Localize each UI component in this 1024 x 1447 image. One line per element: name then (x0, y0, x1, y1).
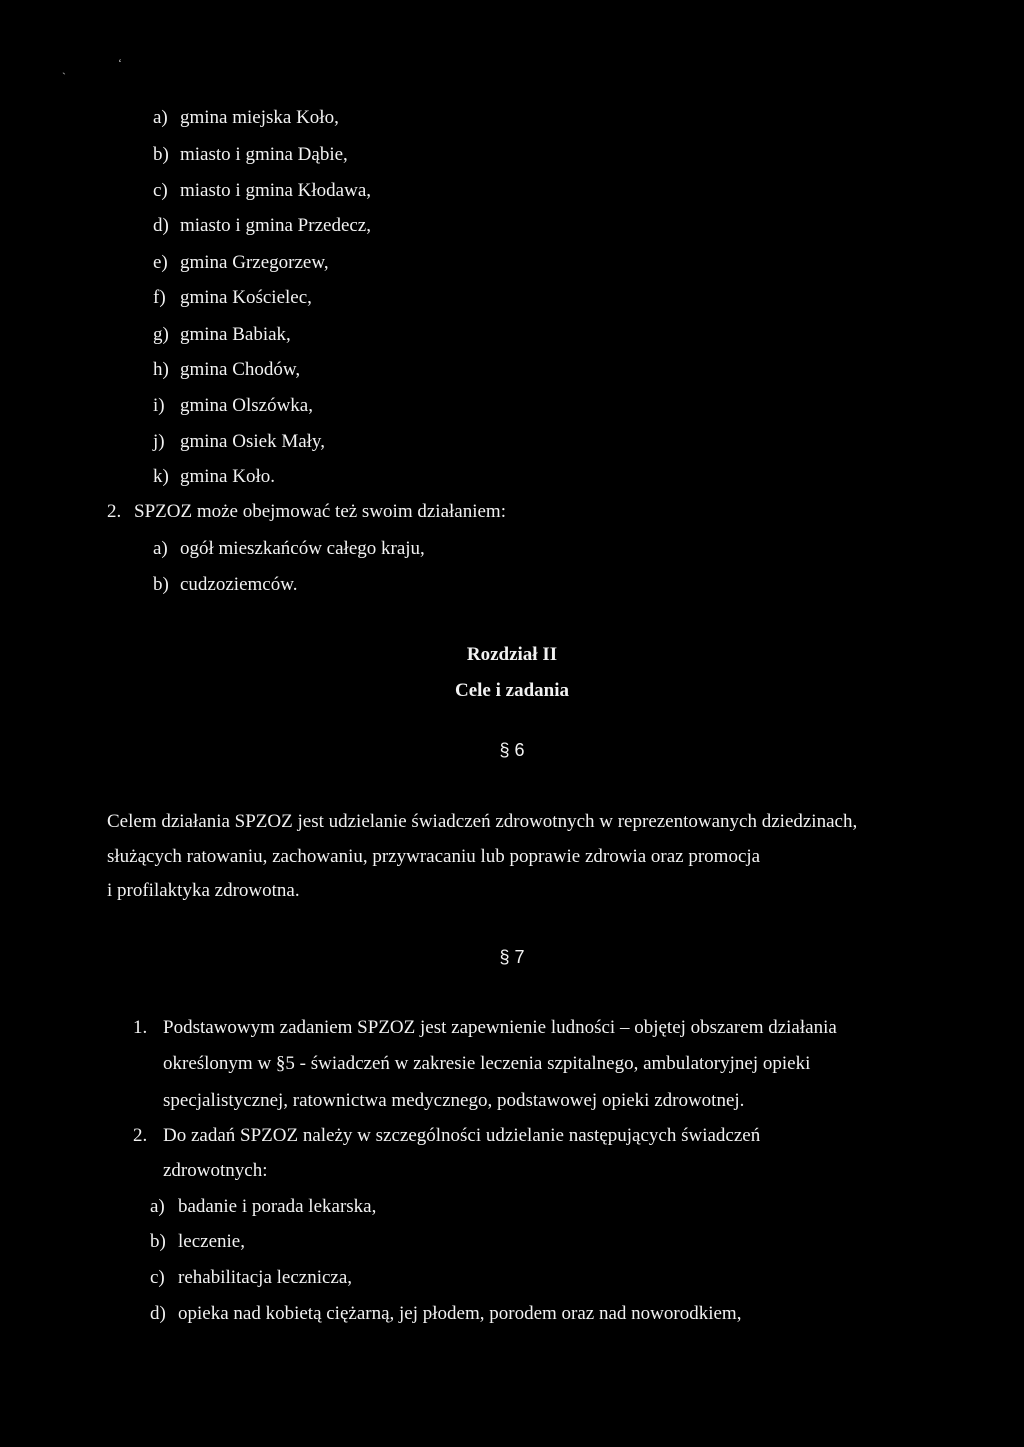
paragraph-line: określonym w §5 - świadczeń w zakresie leczenia szpitalnego, ambulatoryjnej opieki (163, 1053, 811, 1074)
list-item-text: opieka nad kobietą ciężarną, jej płodem, porodem oraz nad noworodkiem, (178, 1303, 742, 1324)
list-item-text: gmina Kościelec, (180, 287, 312, 308)
list-marker: d) (153, 215, 169, 236)
list-item-text: gmina Babiak, (180, 324, 291, 345)
chapter-title: Rozdział II (466, 644, 558, 665)
paragraph-line: specjalistycznej, ratownictwa medycznego, podstawowej opieki zdrowotnej. (163, 1090, 745, 1111)
list-item (153, 573, 297, 597)
list-marker: b) (153, 144, 169, 165)
point-text: Podstawowym zadaniem SPZOZ jest zapewnienie ludności – objętej obszarem działania (163, 1017, 837, 1038)
list-item (150, 1230, 245, 1254)
list-item (150, 1266, 352, 1290)
point-number: 2. (107, 501, 122, 522)
list-item-text: cudzoziemców. (180, 574, 298, 595)
point-number: 2. (133, 1125, 148, 1146)
list-item (153, 465, 275, 489)
list-item (150, 1302, 741, 1326)
list-marker: b) (150, 1231, 166, 1252)
list-marker: h) (153, 359, 169, 380)
list-marker: c) (153, 180, 168, 201)
list-item-text: gmina Olszówka, (180, 395, 313, 416)
list-item-text: badanie i porada lekarska, (178, 1196, 377, 1217)
list-item (153, 251, 329, 275)
scan-speck: ` (62, 70, 66, 84)
list-item (153, 394, 313, 418)
paragraph-line: zdrowotnych: (163, 1160, 268, 1181)
list-item-text: miasto i gmina Dąbie, (180, 144, 348, 165)
list-item (153, 179, 371, 203)
list-item-text: ogół mieszkańców całego kraju, (180, 538, 425, 559)
list-item-text: gmina Osiek Mały, (180, 431, 325, 452)
list-item (153, 323, 291, 347)
list-marker: a) (153, 107, 168, 128)
list-item (153, 214, 371, 238)
list-item-text: gmina Grzegorzew, (180, 252, 329, 273)
list-marker: c) (150, 1267, 165, 1288)
numbered-point (133, 1016, 837, 1040)
list-item (153, 286, 312, 310)
list-marker: i) (153, 395, 165, 416)
list-item-text: leczenie, (178, 1231, 245, 1252)
list-item-text: gmina Koło. (180, 466, 275, 487)
paragraph-line: Celem działania SPZOZ jest udzielanie świadczeń zdrowotnych w reprezentowanych dziedzinach, (107, 811, 858, 832)
list-item-text: gmina Chodów, (180, 359, 301, 380)
list-marker: k) (153, 466, 169, 487)
chapter-subtitle: Cele i zadania (455, 680, 569, 701)
list-marker: a) (153, 538, 168, 559)
point-text: SPZOZ może obejmować też swoim działaniem: (134, 501, 506, 522)
point-text: Do zadań SPZOZ należy w szczególności udzielanie następujących świadczeń (163, 1125, 761, 1146)
list-marker: b) (153, 574, 169, 595)
list-marker: a) (150, 1196, 165, 1217)
list-item (153, 430, 325, 454)
point-number: 1. (133, 1017, 148, 1038)
list-item (150, 1195, 376, 1219)
list-marker: e) (153, 252, 168, 273)
list-marker: g) (153, 324, 169, 345)
list-item (153, 537, 425, 561)
paragraph-line: i profilaktyka zdrowotna. (107, 880, 300, 901)
list-item (153, 358, 300, 382)
numbered-point (107, 500, 506, 524)
scan-speck: ‘ (118, 56, 122, 70)
list-marker: f) (153, 287, 166, 308)
section-sign: § 7 (499, 947, 525, 967)
list-marker: j) (153, 431, 165, 452)
paragraph-line: służących ratowaniu, zachowaniu, przywracaniu lub poprawie zdrowia oraz promocja (107, 846, 761, 867)
list-item-text: miasto i gmina Przedecz, (180, 215, 371, 236)
list-item (153, 143, 348, 167)
list-item (153, 106, 339, 130)
section-sign: § 6 (499, 740, 525, 760)
list-marker: d) (150, 1303, 166, 1324)
numbered-point (133, 1124, 760, 1148)
list-item-text: miasto i gmina Kłodawa, (180, 180, 372, 201)
list-item-text: rehabilitacja lecznicza, (178, 1267, 353, 1288)
list-item-text: gmina miejska Koło, (180, 107, 339, 128)
